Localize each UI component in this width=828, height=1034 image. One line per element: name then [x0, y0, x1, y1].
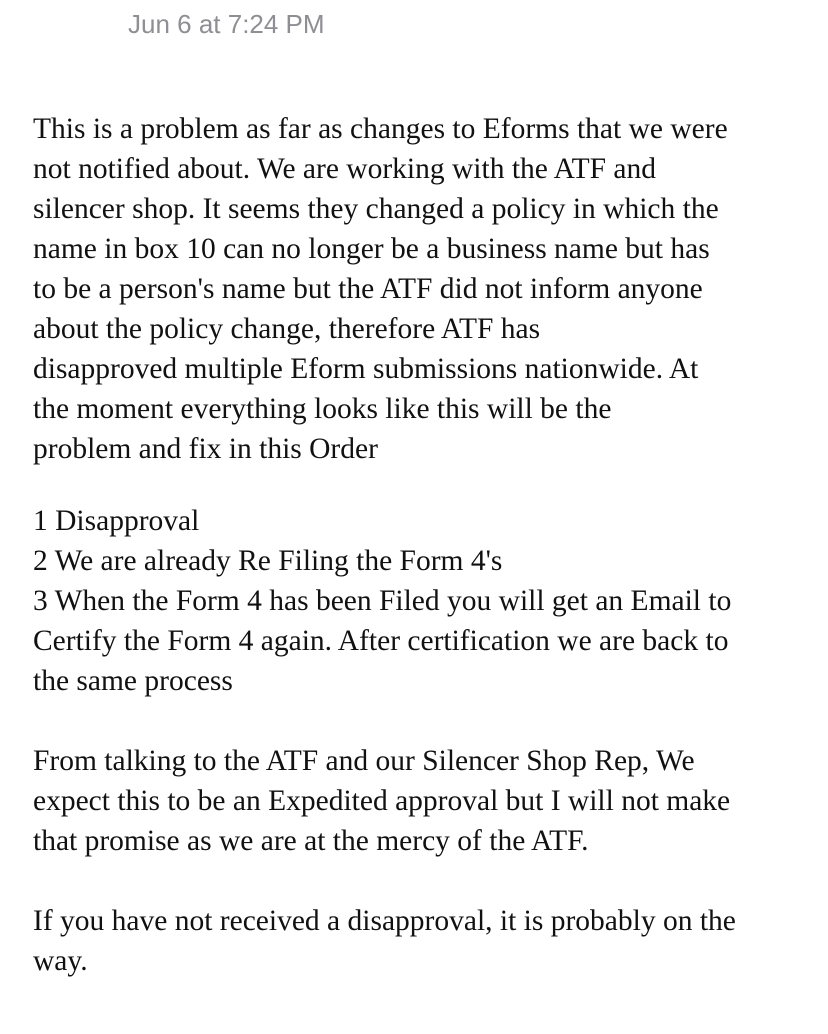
- text-line: to be a person's name but the ATF did not inform anyone: [33, 273, 703, 305]
- text-line: name in box 10 can no longer be a business name but has: [33, 233, 710, 265]
- message-timestamp: Jun 6 at 7:24 PM: [128, 9, 325, 39]
- text-line: If you have not received a disapproval, it is probably on the: [33, 905, 736, 937]
- step-line: 2 We are already Re Filing the Form 4's: [33, 545, 503, 577]
- text-line: the moment everything looks like this will be the: [33, 393, 612, 425]
- text-line: that promise as we are at the mercy of the ATF.: [33, 825, 589, 857]
- text-line: From talking to the ATF and our Silencer Shop Rep, We: [33, 745, 695, 777]
- text-line: not notified about. We are working with the ATF and: [33, 153, 657, 185]
- paragraph-disapproval-note: [33, 901, 823, 981]
- step-line: 3 When the Form 4 has been Filed you will get an Email to: [33, 585, 732, 617]
- text-line: about the policy change, therefore ATF has: [33, 313, 541, 345]
- text-line: problem and fix in this Order: [33, 433, 378, 465]
- text-line: way.: [33, 945, 88, 977]
- message-body: [33, 109, 823, 981]
- step-line: Certify the Form 4 again. After certification we are back to: [33, 625, 729, 657]
- text-line: silencer shop. It seems they changed a policy in which the: [33, 193, 719, 225]
- text-line: This is a problem as far as changes to Eforms that we were: [33, 113, 728, 145]
- paragraph-expectation: [33, 741, 823, 861]
- paragraph-steps: [33, 501, 823, 701]
- paragraph-policy-change: [33, 109, 823, 469]
- step-line: 1 Disapproval: [33, 505, 200, 537]
- text-line: disapproved multiple Eform submissions nationwide. At: [33, 353, 699, 385]
- text-line: expect this to be an Expedited approval but I will not make: [33, 785, 731, 817]
- step-line: the same process: [33, 665, 233, 697]
